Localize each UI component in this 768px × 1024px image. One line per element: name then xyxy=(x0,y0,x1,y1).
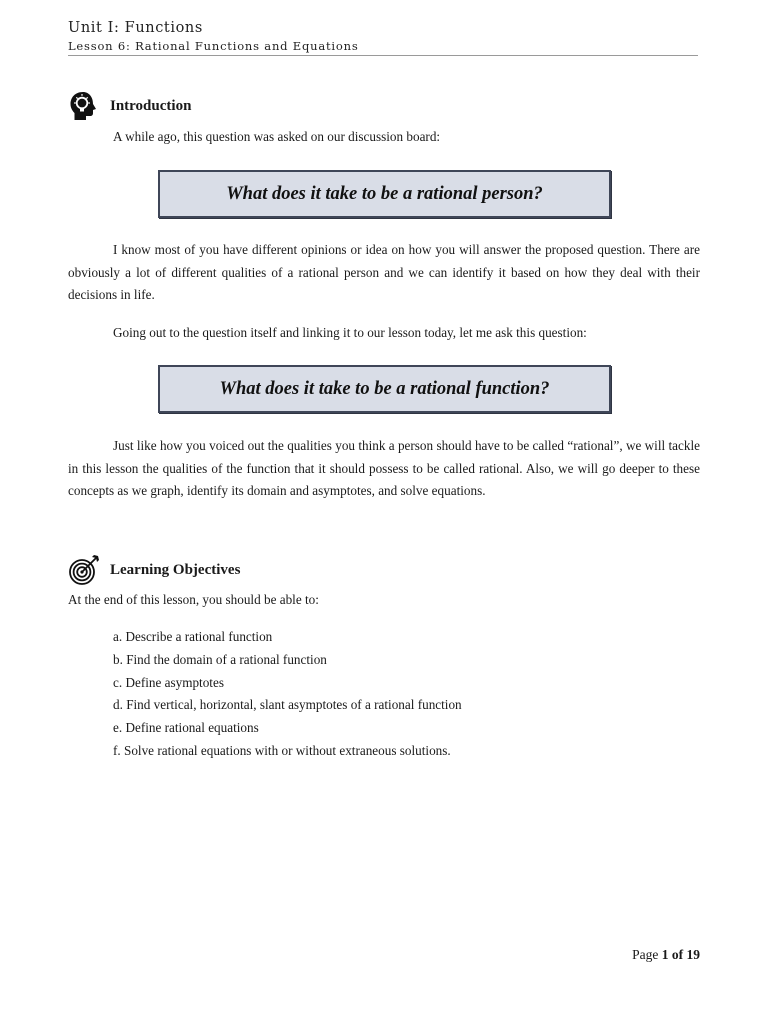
list-item: f. Solve rational equations with or without extraneous solutions. xyxy=(113,742,451,758)
introduction-lead: A while ago, this question was asked on our discussion board: xyxy=(113,129,441,144)
target-icon xyxy=(68,554,100,586)
total-pages: 19 xyxy=(686,947,700,962)
list-item: a. Describe a rational function xyxy=(113,629,273,644)
page-header xyxy=(68,18,698,56)
lesson-title: Lesson 6: Rational Functions and Equations xyxy=(68,39,359,53)
current-page: 1 xyxy=(661,947,669,962)
unit-title: Unit I: Functions xyxy=(68,20,203,36)
list-item: e. Define rational equations xyxy=(113,720,259,736)
objectives-heading xyxy=(68,554,240,586)
objectives-list xyxy=(113,626,462,763)
page-number xyxy=(632,947,700,963)
introduction-paragraph-1: I know most of you have different opinions or idea on how you will answer the proposed question. There are obviously a lot of different qualities of a rational person and we can identify it based on how they deal with their decisions in life. xyxy=(68,242,700,302)
objectives-lead: At the end of this lesson, you should be able to: xyxy=(68,592,319,607)
objectives-title: Learning Objectives xyxy=(110,561,241,578)
list-item: b. Find the domain of a rational function xyxy=(113,651,327,667)
page-word: Page xyxy=(632,947,659,962)
question-box-rational-person: What does it take to be a rational person? xyxy=(158,170,611,218)
head-lightbulb-icon xyxy=(68,90,100,122)
introduction-paragraph-2: Going out to the question itself and linking it to our lesson today, let me ask this question: xyxy=(113,325,587,340)
introduction-heading xyxy=(68,90,191,122)
introduction-paragraph-3: Just like how you voiced out the qualities you think a person should have to be called “rational”, we will tackle in this lesson the qualities of the function that it should possess to be called rational. Also, we will go deeper to these concepts as we graph, identify its domain and asymptotes, and solve equations. xyxy=(68,438,700,498)
introduction-title: Introduction xyxy=(110,97,192,114)
list-item: c. Define asymptotes xyxy=(113,674,224,690)
list-item: d. Find vertical, horizontal, slant asymptotes of a rational function xyxy=(113,697,462,713)
of-word: of xyxy=(671,947,684,962)
question-box-rational-function: What does it take to be a rational function? xyxy=(158,365,611,413)
